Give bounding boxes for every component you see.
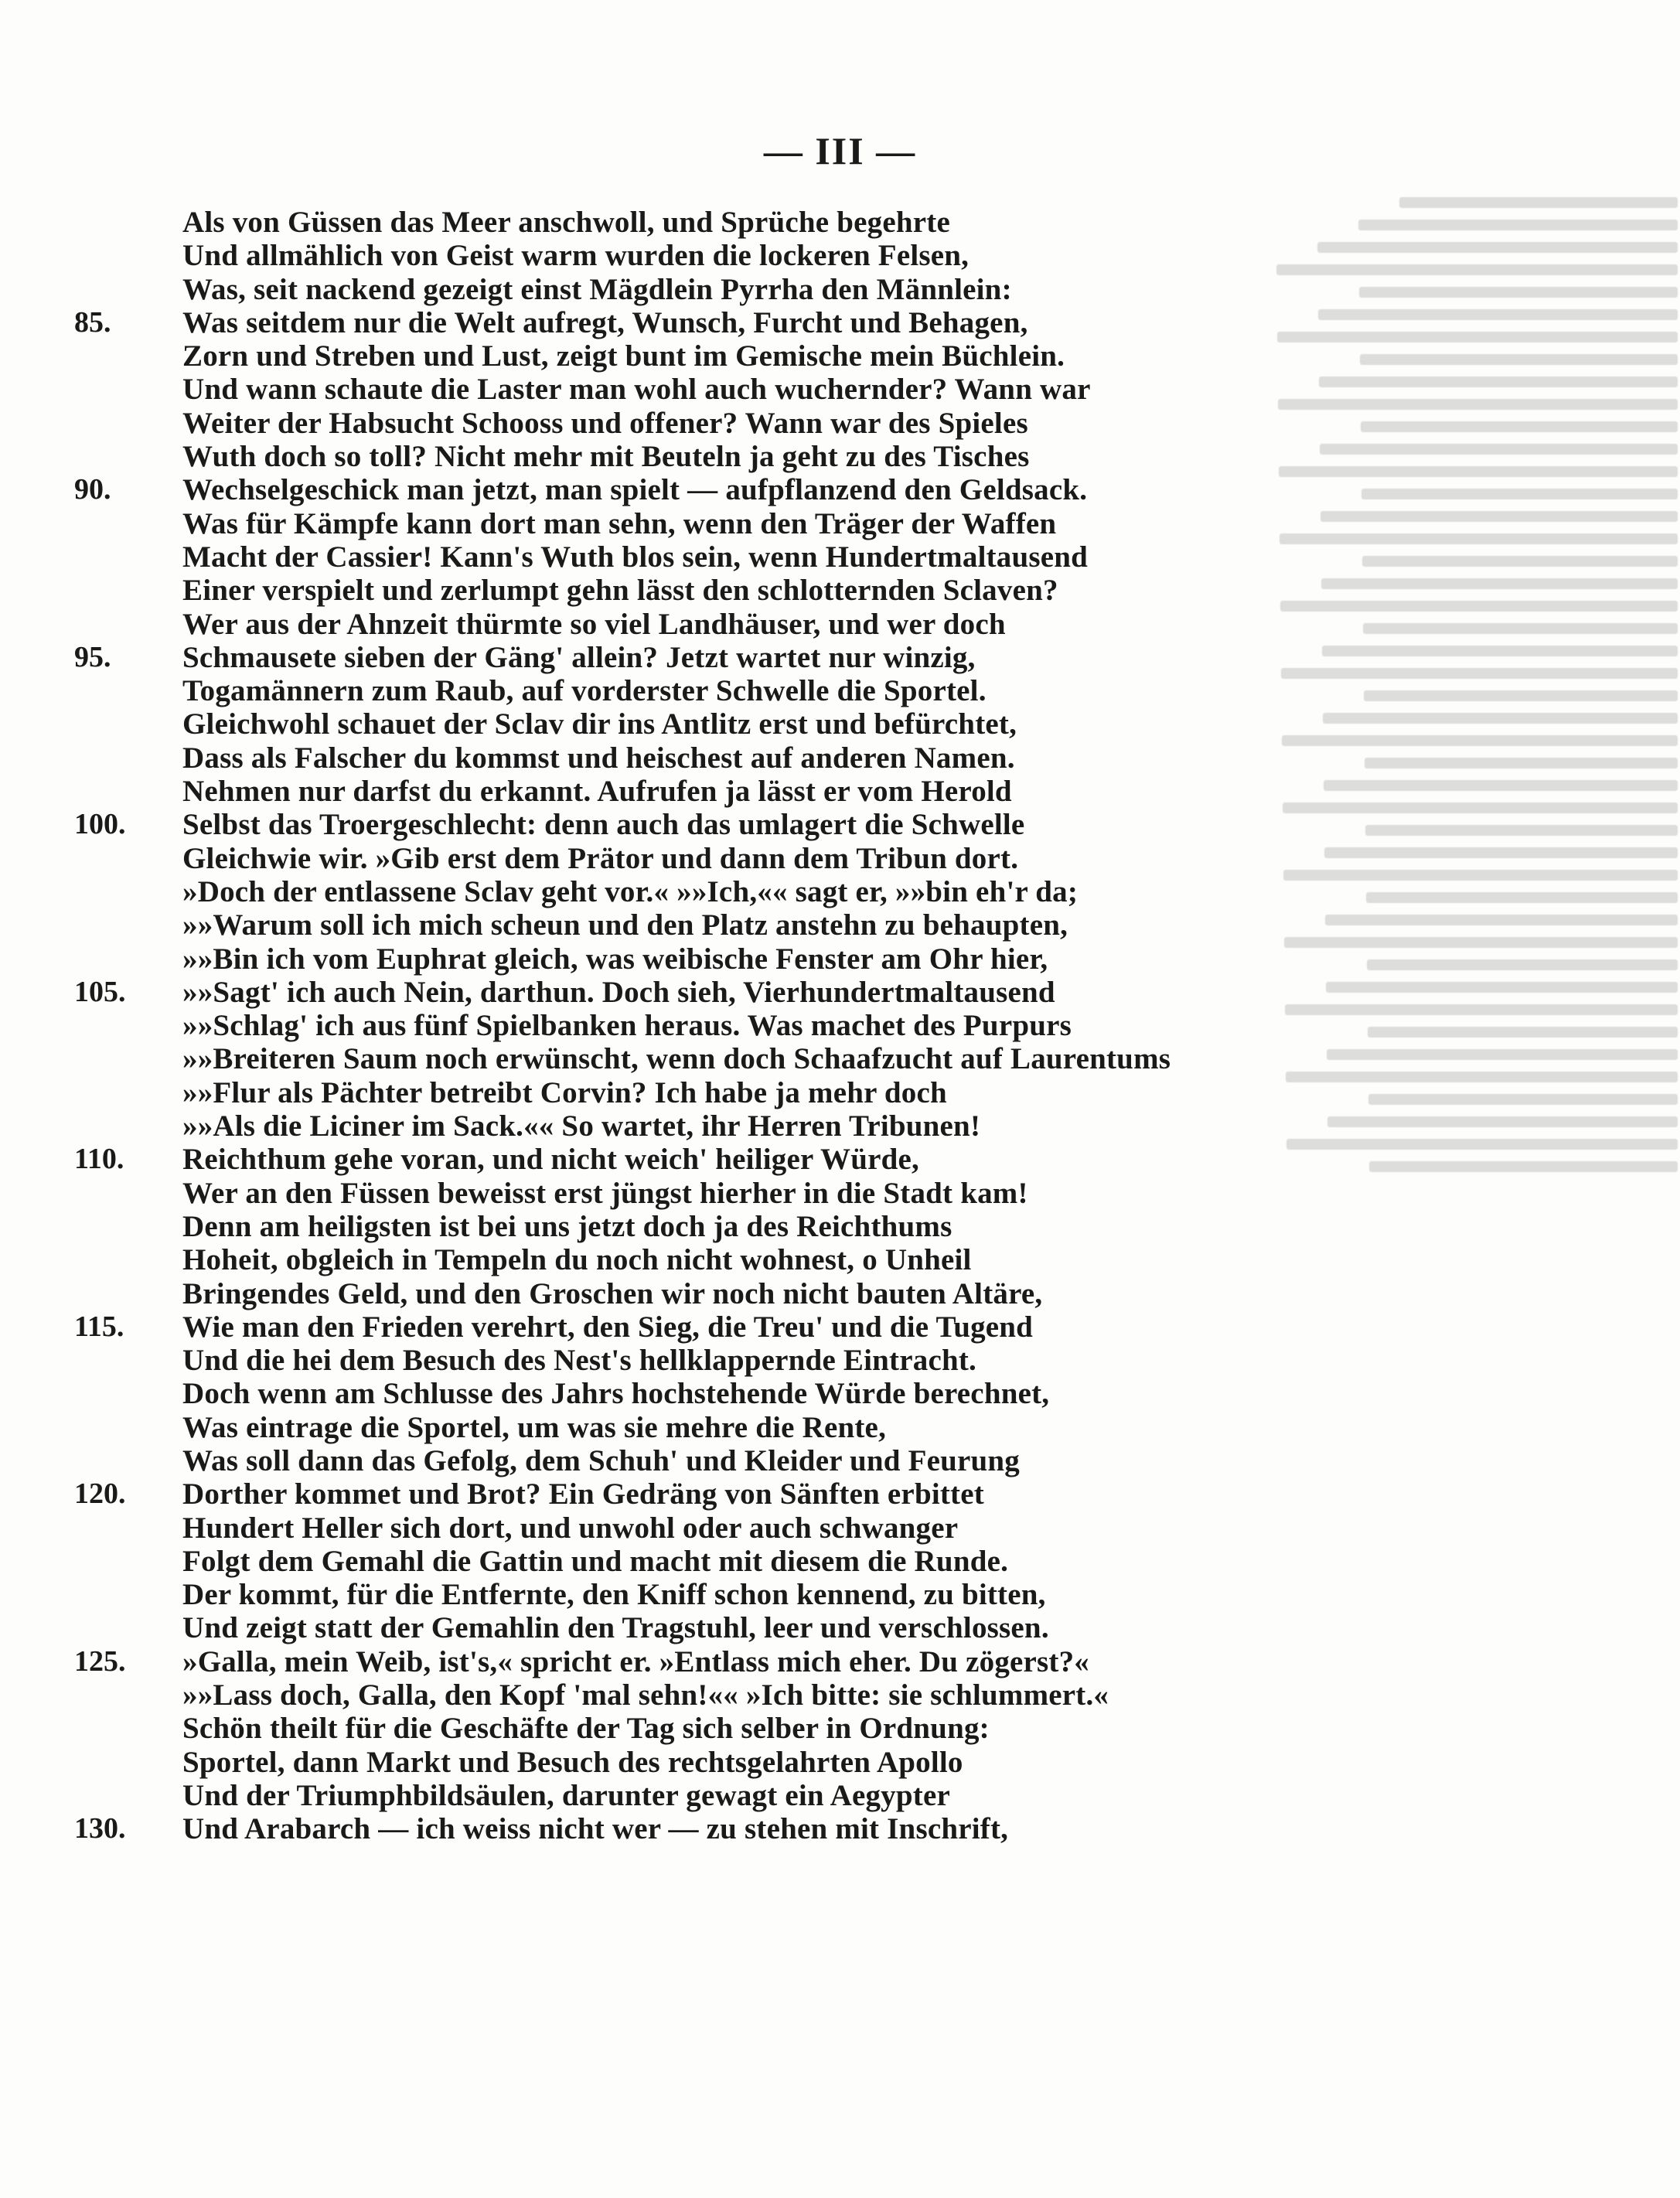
verse-line — [0, 473, 1314, 506]
verse-text: Folgt dem Gemahl die Gattin und macht mit diesem die Runde. — [182, 1544, 1009, 1578]
line-number: 125. — [74, 1644, 126, 1678]
verse-text: »Doch der entlassene Sclav geht vor.« »»Ich,«« sagt er, »»bin eh'r da; — [182, 874, 1079, 908]
page-header: — III — — [763, 129, 917, 172]
line-number: 115. — [74, 1310, 124, 1343]
show-through-line — [1361, 421, 1678, 432]
verse-line — [0, 1076, 1314, 1109]
verse-line — [0, 1377, 1314, 1410]
verse-line — [0, 1511, 1314, 1545]
verse-text: Schmausete sieben der Gäng' allein? Jetzt wartet nur winzig, — [182, 640, 976, 674]
verse-line — [0, 1277, 1314, 1310]
verse-line — [0, 1411, 1314, 1444]
line-number: 120. — [74, 1477, 126, 1511]
verse-text: Was eintrage die Sportel, um was sie mehre die Rente, — [182, 1410, 887, 1444]
verse-text: Was seitdem nur die Welt aufregt, Wunsch, Furcht und Behagen, — [182, 305, 1028, 339]
show-through-line — [1363, 623, 1678, 634]
verse-line — [0, 1177, 1314, 1210]
verse-line — [0, 775, 1314, 808]
verse-line — [0, 674, 1314, 707]
show-through-line — [1286, 1139, 1678, 1150]
show-through-line — [1326, 982, 1678, 993]
poem-body — [0, 206, 1314, 1846]
show-through-line — [1282, 735, 1678, 746]
verse-line — [0, 875, 1314, 908]
line-number: 95. — [74, 640, 111, 673]
verse-line — [0, 842, 1314, 875]
verse-text: Doch wenn am Schlusse des Jahrs hochstehende Würde berechnet, — [182, 1377, 1050, 1411]
verse-text: Wer an den Füssen beweisst erst jüngst hierher in die Stadt kam! — [182, 1176, 1028, 1210]
verse-line — [0, 1611, 1314, 1644]
verse-text: Wechselgeschick man jetzt, man spielt — aufpflanzend den Geldsack. — [182, 473, 1088, 507]
verse-text: »»Breiteren Saum noch erwünscht, wenn doch Schaafzucht auf Laurentums — [182, 1042, 1171, 1076]
show-through-line — [1277, 332, 1678, 342]
verse-text: Weiter der Habsucht Schooss und offener? Wann war des Spieles — [182, 406, 1028, 440]
show-through-line — [1319, 377, 1678, 387]
verse-line — [0, 976, 1314, 1009]
verse-text: »»Flur als Pächter betreibt Corvin? Ich habe ja mehr doch — [182, 1075, 947, 1109]
verse-line — [0, 1344, 1314, 1377]
show-through-line — [1364, 690, 1678, 701]
verse-text: Was für Kämpfe kann dort man sehn, wenn den Träger der Waffen — [182, 506, 1057, 540]
verse-text: Und der Triumphbildsäulen, darunter gewagt ein Aegypter — [182, 1778, 950, 1812]
verse-text: Hundert Heller sich dort, und unwohl oder auch schwanger — [182, 1511, 959, 1545]
show-through-line — [1365, 825, 1678, 836]
verse-line — [0, 608, 1314, 641]
show-through-line — [1324, 780, 1678, 791]
verse-line — [0, 1109, 1314, 1143]
verse-text: »»Schlag' ich aus fünf Spielbanken heraus. Was machet des Purpurs — [182, 1009, 1072, 1043]
verse-line — [0, 1779, 1314, 1812]
verse-text: Gleichwohl schauet der Sclav dir ins Antlitz erst und befürchtet, — [182, 707, 1017, 741]
verse-text: Bringendes Geld, und den Groschen wir noch nicht bauten Altäre, — [182, 1276, 1043, 1310]
verse-text: Schön theilt für die Geschäfte der Tag sich selber in Ordnung: — [182, 1712, 990, 1746]
show-through-line — [1324, 847, 1678, 858]
show-through-line — [1359, 287, 1678, 298]
show-through-line — [1280, 533, 1678, 544]
verse-text: Was soll dann das Gefolg, dem Schuh' und Kleider und Feurung — [182, 1443, 1020, 1477]
verse-line — [0, 1143, 1314, 1176]
verse-text: Nehmen nur darfst du erkannt. Aufrufen ja lässt er vom Herold — [182, 775, 1012, 809]
verse-line — [0, 908, 1314, 942]
show-through-line — [1281, 668, 1678, 679]
verse-text: Reichthum gehe voran, und nicht weich' heiliger Würde, — [182, 1143, 919, 1177]
verse-line — [0, 339, 1314, 373]
verse-text: Einer verspielt und zerlumpt gehn lässt den schlotternden Sclaven? — [182, 574, 1058, 608]
verse-line — [0, 273, 1314, 306]
verse-line — [0, 540, 1314, 574]
verse-line — [0, 206, 1314, 239]
verse-line — [0, 1645, 1314, 1678]
line-number: 130. — [74, 1812, 126, 1845]
verse-text: Als von Güssen das Meer anschwoll, und Sprüche begehrte — [182, 206, 950, 239]
verse-text: Dass als Falscher du kommst und heischest auf anderen Namen. — [182, 741, 1015, 775]
verse-text: Zorn und Streben und Lust, zeigt bunt im Gemische mein Büchlein. — [182, 339, 1065, 373]
verse-line — [0, 1210, 1314, 1243]
verse-text: Selbst das Troergeschlecht: denn auch das umlagert die Schwelle — [182, 808, 1025, 842]
verse-line — [0, 942, 1314, 976]
verse-line — [0, 1477, 1314, 1511]
verse-text: Wie man den Frieden verehrt, den Sieg, die Treu' und die Tugend — [182, 1310, 1034, 1344]
show-through-line — [1317, 242, 1678, 253]
show-through-line — [1322, 646, 1678, 656]
line-number: 100. — [74, 808, 126, 841]
show-through-line — [1369, 1161, 1678, 1172]
show-through-line — [1358, 220, 1678, 230]
line-number: 105. — [74, 975, 126, 1008]
verse-text: Und allmählich von Geist warm wurden die lockeren Felsen, — [182, 239, 969, 273]
verse-line — [0, 1746, 1314, 1779]
verse-line — [0, 574, 1314, 607]
verse-line — [0, 641, 1314, 674]
show-through-line — [1285, 1004, 1678, 1015]
show-through-line — [1365, 758, 1678, 768]
verse-line — [0, 1310, 1314, 1344]
verse-line — [0, 1243, 1314, 1276]
show-through-line — [1399, 197, 1678, 208]
show-through-line — [1323, 713, 1678, 724]
show-through-texture — [1260, 186, 1678, 1670]
verse-line — [0, 306, 1314, 339]
show-through-line — [1327, 1049, 1678, 1060]
verse-line — [0, 1678, 1314, 1712]
show-through-line — [1283, 803, 1678, 813]
verse-text: Der kommt, für die Entfernte, den Kniff schon kennend, zu bitten, — [182, 1578, 1046, 1612]
verse-text: »»Lass doch, Galla, den Kopf 'mal sehn!«« »Ich bitte: sie schlummert.« — [182, 1678, 1109, 1712]
line-number: 85. — [74, 305, 111, 339]
verse-line — [0, 407, 1314, 440]
show-through-line — [1286, 1072, 1678, 1082]
verse-line — [0, 507, 1314, 540]
verse-line — [0, 1712, 1314, 1745]
line-number: 90. — [74, 473, 111, 506]
verse-line — [0, 373, 1314, 406]
verse-text: Gleichwie wir. »Gib erst dem Prätor und dann dem Tribun dort. — [182, 841, 1019, 875]
verse-text: »»Bin ich vom Euphrat gleich, was weibische Fenster am Ohr hier, — [182, 942, 1048, 976]
verse-text: Und zeigt statt der Gemahlin den Tragstuhl, leer und verschlossen. — [182, 1611, 1049, 1645]
show-through-line — [1367, 959, 1678, 970]
show-through-line — [1320, 511, 1678, 522]
show-through-line — [1283, 870, 1678, 881]
verse-text: Denn am heiligsten ist bei uns jetzt doch ja des Reichthums — [182, 1209, 952, 1243]
verse-text: »»Warum soll ich mich scheun und den Platz anstehn zu behaupten, — [182, 908, 1068, 942]
verse-text: Wer aus der Ahnzeit thürmte so viel Landhäuser, und wer doch — [182, 607, 1006, 641]
show-through-line — [1321, 578, 1678, 589]
verse-line — [0, 808, 1314, 841]
verse-text: Was, seit nackend gezeigt einst Mägdlein Pyrrha den Männlein: — [182, 272, 1012, 306]
show-through-line — [1362, 556, 1678, 567]
show-through-line — [1327, 1116, 1678, 1127]
show-through-line — [1368, 1027, 1678, 1038]
verse-line — [0, 707, 1314, 741]
show-through-line — [1366, 892, 1678, 903]
verse-text: Macht der Cassier! Kann's Wuth blos sein, wenn Hundertmaltausend — [182, 540, 1089, 574]
verse-text: Sportel, dann Markt und Besuch des rechtsgelahrten Apollo — [182, 1745, 963, 1779]
show-through-line — [1279, 466, 1678, 477]
show-through-line — [1284, 937, 1678, 948]
show-through-line — [1361, 489, 1678, 499]
show-through-line — [1360, 354, 1678, 365]
line-number: 110. — [74, 1143, 124, 1176]
verse-line — [0, 239, 1314, 272]
verse-line — [0, 440, 1314, 473]
show-through-line — [1318, 309, 1678, 320]
verse-line — [0, 1042, 1314, 1075]
show-through-line — [1280, 601, 1678, 612]
verse-text: »»Als die Liciner im Sack.«« So wartet, ihr Herren Tribunen! — [182, 1109, 981, 1143]
verse-text: Und Arabarch — ich weiss nicht wer — zu stehen mit Inschrift, — [182, 1812, 1009, 1846]
show-through-line — [1325, 915, 1678, 925]
verse-line — [0, 1444, 1314, 1477]
verse-text: »»Sagt' ich auch Nein, darthun. Doch sieh, Vierhundertmaltausend — [182, 975, 1055, 1009]
verse-line — [0, 741, 1314, 775]
verse-text: Und die hei dem Besuch des Nest's hellklappernde Eintracht. — [182, 1344, 976, 1378]
verse-text: Hoheit, obgleich in Tempeln du noch nicht wohnest, o Unheil — [182, 1243, 972, 1277]
show-through-line — [1278, 399, 1678, 410]
verse-text: Togamännern zum Raub, auf vorderster Schwelle die Sportel. — [182, 674, 987, 708]
verse-line — [0, 1812, 1314, 1845]
verse-text: Und wann schaute die Laster man wohl auch wuchernder? Wann war — [182, 373, 1091, 407]
verse-line — [0, 1578, 1314, 1611]
verse-line — [0, 1009, 1314, 1042]
verse-text: »Galla, mein Weib, ist's,« spricht er. »Entlass mich eher. Du zögerst?« — [182, 1644, 1090, 1678]
verse-text: Wuth doch so toll? Nicht mehr mit Beuteln ja geht zu des Tisches — [182, 440, 1030, 474]
show-through-line — [1320, 444, 1678, 455]
show-through-line — [1276, 264, 1678, 275]
verse-line — [0, 1545, 1314, 1578]
verse-text: Dorther kommet und Brot? Ein Gedräng von Sänften erbittet — [182, 1477, 984, 1511]
show-through-line — [1368, 1094, 1678, 1105]
